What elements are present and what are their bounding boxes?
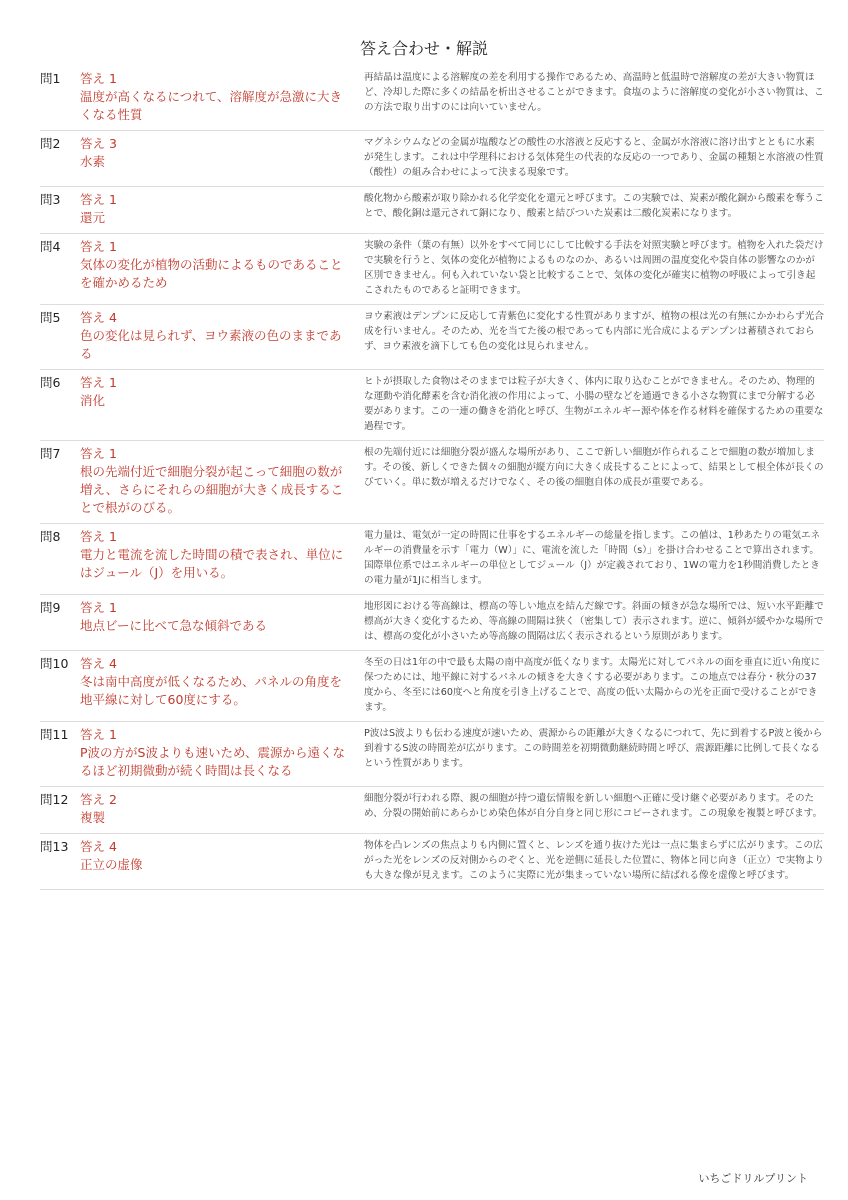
- explanation-text: 実験の条件（葉の有無）以外をすべて同じにして比較する手法を対照実験と呼びます。植物を入れた袋だけで実験を行うと、気体の変化が植物によるものなのか、あるいは周囲の温度変化や袋自体の影響なのかが区別できません。何も入れていない袋と比較することで、気体の変化が確実に植物の呼吸によって引き起こされたものであると証明できます。: [364, 240, 824, 296]
- explanation-text: 細胞分裂が行われる際、親の細胞が持つ遺伝情報を新しい細胞へ正確に受け継ぐ必要があります。そのため、分裂の開始前にあらかじめ染色体が自分自身と同じ形にコピーされます。この現象を複製と呼びます。: [364, 793, 823, 819]
- answer-cell: [80, 722, 364, 787]
- answer-row: [40, 187, 824, 234]
- answer-text: 消化: [80, 393, 106, 408]
- answer-text: 水素: [80, 154, 106, 169]
- answer-label: 答え 1: [80, 375, 117, 390]
- explanation-text: 物体を凸レンズの焦点よりも内側に置くと、レンズを通り抜けた光は一点に集まらずに広がります。この広がった光をレンズの反対側からのぞくと、光を逆側に延長した位置に、物体と同じ向き（正立）で実物よりも大きな像が見えます。このように実際に光が集まっていない場所に結ばれる像を虚像と呼びます。: [364, 840, 824, 881]
- answer-label: 答え 4: [80, 310, 117, 325]
- answer-label: 答え 1: [80, 446, 117, 461]
- answer-text: 電力と電流を流した時間の積で表され、単位にはジュール（J）を用いる。: [80, 547, 344, 580]
- answer-cell: [80, 524, 364, 595]
- explanation-text: マグネシウムなどの金属が塩酸などの酸性の水溶液と反応すると、金属が水溶液に溶け出すとともに水素が発生します。これは中学理科における気体発生の代表的な反応の一つであり、金属の種類と水溶液の性質（酸性）の組み合わせによって決まる現象です。: [364, 137, 824, 178]
- answer-cell: [80, 66, 364, 131]
- answer-cell: [80, 131, 364, 187]
- answer-row: [40, 441, 824, 524]
- answer-label: 答え 4: [80, 656, 117, 671]
- explanation-text: 再結晶は温度による溶解度の差を利用する操作であるため、高温時と低温時で溶解度の差が大きい物質ほど、冷却した際に多くの結晶を析出させることができます。食塩のように溶解度の変化が小さい物質は、この方法で取り出すのには向いていません。: [364, 72, 824, 113]
- question-number: 問1: [40, 71, 61, 86]
- answer-row: [40, 595, 824, 651]
- answer-text: 温度が高くなるにつれて、溶解度が急激に大きくなる性質: [80, 89, 343, 122]
- question-number: 問4: [40, 239, 61, 254]
- answer-row: [40, 131, 824, 187]
- answer-cell: [80, 305, 364, 370]
- answer-text: 冬は南中高度が低くなるため、パネルの角度を地平線に対して60度にする。: [80, 674, 343, 707]
- page-title: 答え合わせ・解説: [359, 39, 488, 58]
- answer-cell: [80, 187, 364, 234]
- answer-text: 色の変化は見られず、ヨウ素液の色のままである: [80, 328, 342, 361]
- answer-row: [40, 787, 824, 834]
- question-number: 問12: [40, 792, 69, 807]
- explanation-text: 電力量は、電気が一定の時間に仕事をするエネルギーの総量を指します。この値は、1秒あたりの電気エネルギーの消費量を示す「電力（W）」に、電流を流した「時間（s）」を掛け合わせることで算出されます。国際単位系ではエネルギーの単位としてジュール（J）が定義されており、1Wの電力を1秒間消費したときの電力量が1Jに相当します。: [364, 530, 821, 586]
- answer-label: 答え 1: [80, 239, 117, 254]
- question-number: 問7: [40, 446, 61, 461]
- footer-brand: いちごドリルプリント: [698, 1172, 808, 1185]
- question-number: 問13: [40, 839, 69, 854]
- answer-label: 答え 1: [80, 192, 117, 207]
- answer-row: [40, 305, 824, 370]
- question-number: 問11: [40, 727, 69, 742]
- question-number: 問8: [40, 529, 61, 544]
- answer-row: [40, 834, 824, 890]
- answer-label: 答え 3: [80, 136, 117, 151]
- answer-cell: [80, 441, 364, 524]
- question-number: 問9: [40, 600, 61, 615]
- answer-cell: [80, 834, 364, 890]
- answer-cell: [80, 651, 364, 722]
- answer-label: 答え 4: [80, 839, 117, 854]
- answer-row: [40, 370, 824, 441]
- question-number: 問10: [40, 656, 69, 671]
- answer-text: 根の先端付近で細胞分裂が起こって細胞の数が増え、さらにそれらの細胞が大きく成長することで根がのびる。: [80, 464, 344, 515]
- answer-row: [40, 66, 824, 131]
- answer-cell: [80, 787, 364, 834]
- answer-cell: [80, 595, 364, 651]
- explanation-text: ヨウ素液はデンプンに反応して青紫色に変化する性質がありますが、植物の根は光の有無にかかわらず光合成を行いません。そのため、光を当てた後の根であっても内部に光合成によるデンプンは蓄積されておらず、ヨウ素液を滴下しても色の変化は見られません。: [364, 311, 824, 352]
- answer-label: 答え 1: [80, 71, 117, 86]
- answer-row: [40, 234, 824, 305]
- answer-text: 正立の虚像: [80, 857, 143, 872]
- answer-cell: [80, 370, 364, 441]
- answer-text: 地点ビーに比べて急な傾斜である: [80, 618, 268, 633]
- answer-text: 複製: [80, 810, 106, 825]
- answer-text: 還元: [80, 210, 106, 225]
- explanation-text: 冬至の日は1年の中で最も太陽の南中高度が低くなります。太陽光に対してパネルの面を垂直に近い角度に保つためには、地平線に対するパネルの傾きを大きくする必要があります。この地点では春分・秋分の37度から、冬至には60度へと角度を引き上げることで、高度の低い太陽からの光を正面で受けることができます。: [364, 657, 821, 713]
- answer-table-body: [40, 66, 824, 890]
- answer-label: 答え 1: [80, 529, 117, 544]
- explanation-text: 根の先端付近には細胞分裂が盛んな場所があり、ここで新しい細胞が作られることで細胞の数が増加します。その後、新しくできた個々の細胞が縦方向に大きく成長することによって、結果として根全体が長くのびていく。単に数が増えるだけでなく、その後の細胞自体の成長が重要である。: [364, 447, 824, 488]
- answer-row: [40, 722, 824, 787]
- explanation-text: 地形図における等高線は、標高の等しい地点を結んだ線です。斜面の傾きが急な場所では、短い水平距離で標高が大きく変化するため、等高線の間隔は狭く（密集して）表示されます。逆に、傾斜が緩やかな場所では、標高の変化が小さいため等高線の間隔は広く表示されるという原則があります。: [364, 601, 824, 642]
- answer-label: 答え 1: [80, 600, 117, 615]
- answer-table: [40, 66, 824, 890]
- answer-text: 気体の変化が植物の活動によるものであることを確かめるため: [80, 257, 343, 290]
- question-number: 問5: [40, 310, 61, 325]
- answer-label: 答え 2: [80, 792, 117, 807]
- question-number: 問6: [40, 375, 61, 390]
- explanation-text: 酸化物から酸素が取り除かれる化学変化を還元と呼びます。この実験では、炭素が酸化銅から酸素を奪うことで、酸化銅は還元されて銅になり、酸素と結びついた炭素は二酸化炭素になります。: [364, 193, 824, 219]
- answer-text: P波の方がS波よりも速いため、震源から遠くなるほど初期微動が続く時間は長くなる: [80, 745, 345, 778]
- explanation-text: ヒトが摂取した食物はそのままでは粒子が大きく、体内に取り込むことができません。そのため、物理的な運動や消化酵素を含む消化液の作用によって、小腸の壁などを通過できる小さな物質にまで分解する必要があります。この一連の働きを消化と呼び、生物がエネルギー源や体を作る材料を確保するための重要な過程です。: [364, 376, 824, 432]
- answer-row: [40, 524, 824, 595]
- answer-row: [40, 651, 824, 722]
- explanation-text: P波はS波よりも伝わる速度が速いため、震源からの距離が大きくなるにつれて、先に到着するP波と後から到着するS波の時間差が広がります。この時間差を初期微動継続時間と呼び、震源距離に比例して長くなるという性質があります。: [364, 728, 823, 769]
- question-number: 問3: [40, 192, 61, 207]
- answer-label: 答え 1: [80, 727, 117, 742]
- question-number: 問2: [40, 136, 61, 151]
- answer-cell: [80, 234, 364, 305]
